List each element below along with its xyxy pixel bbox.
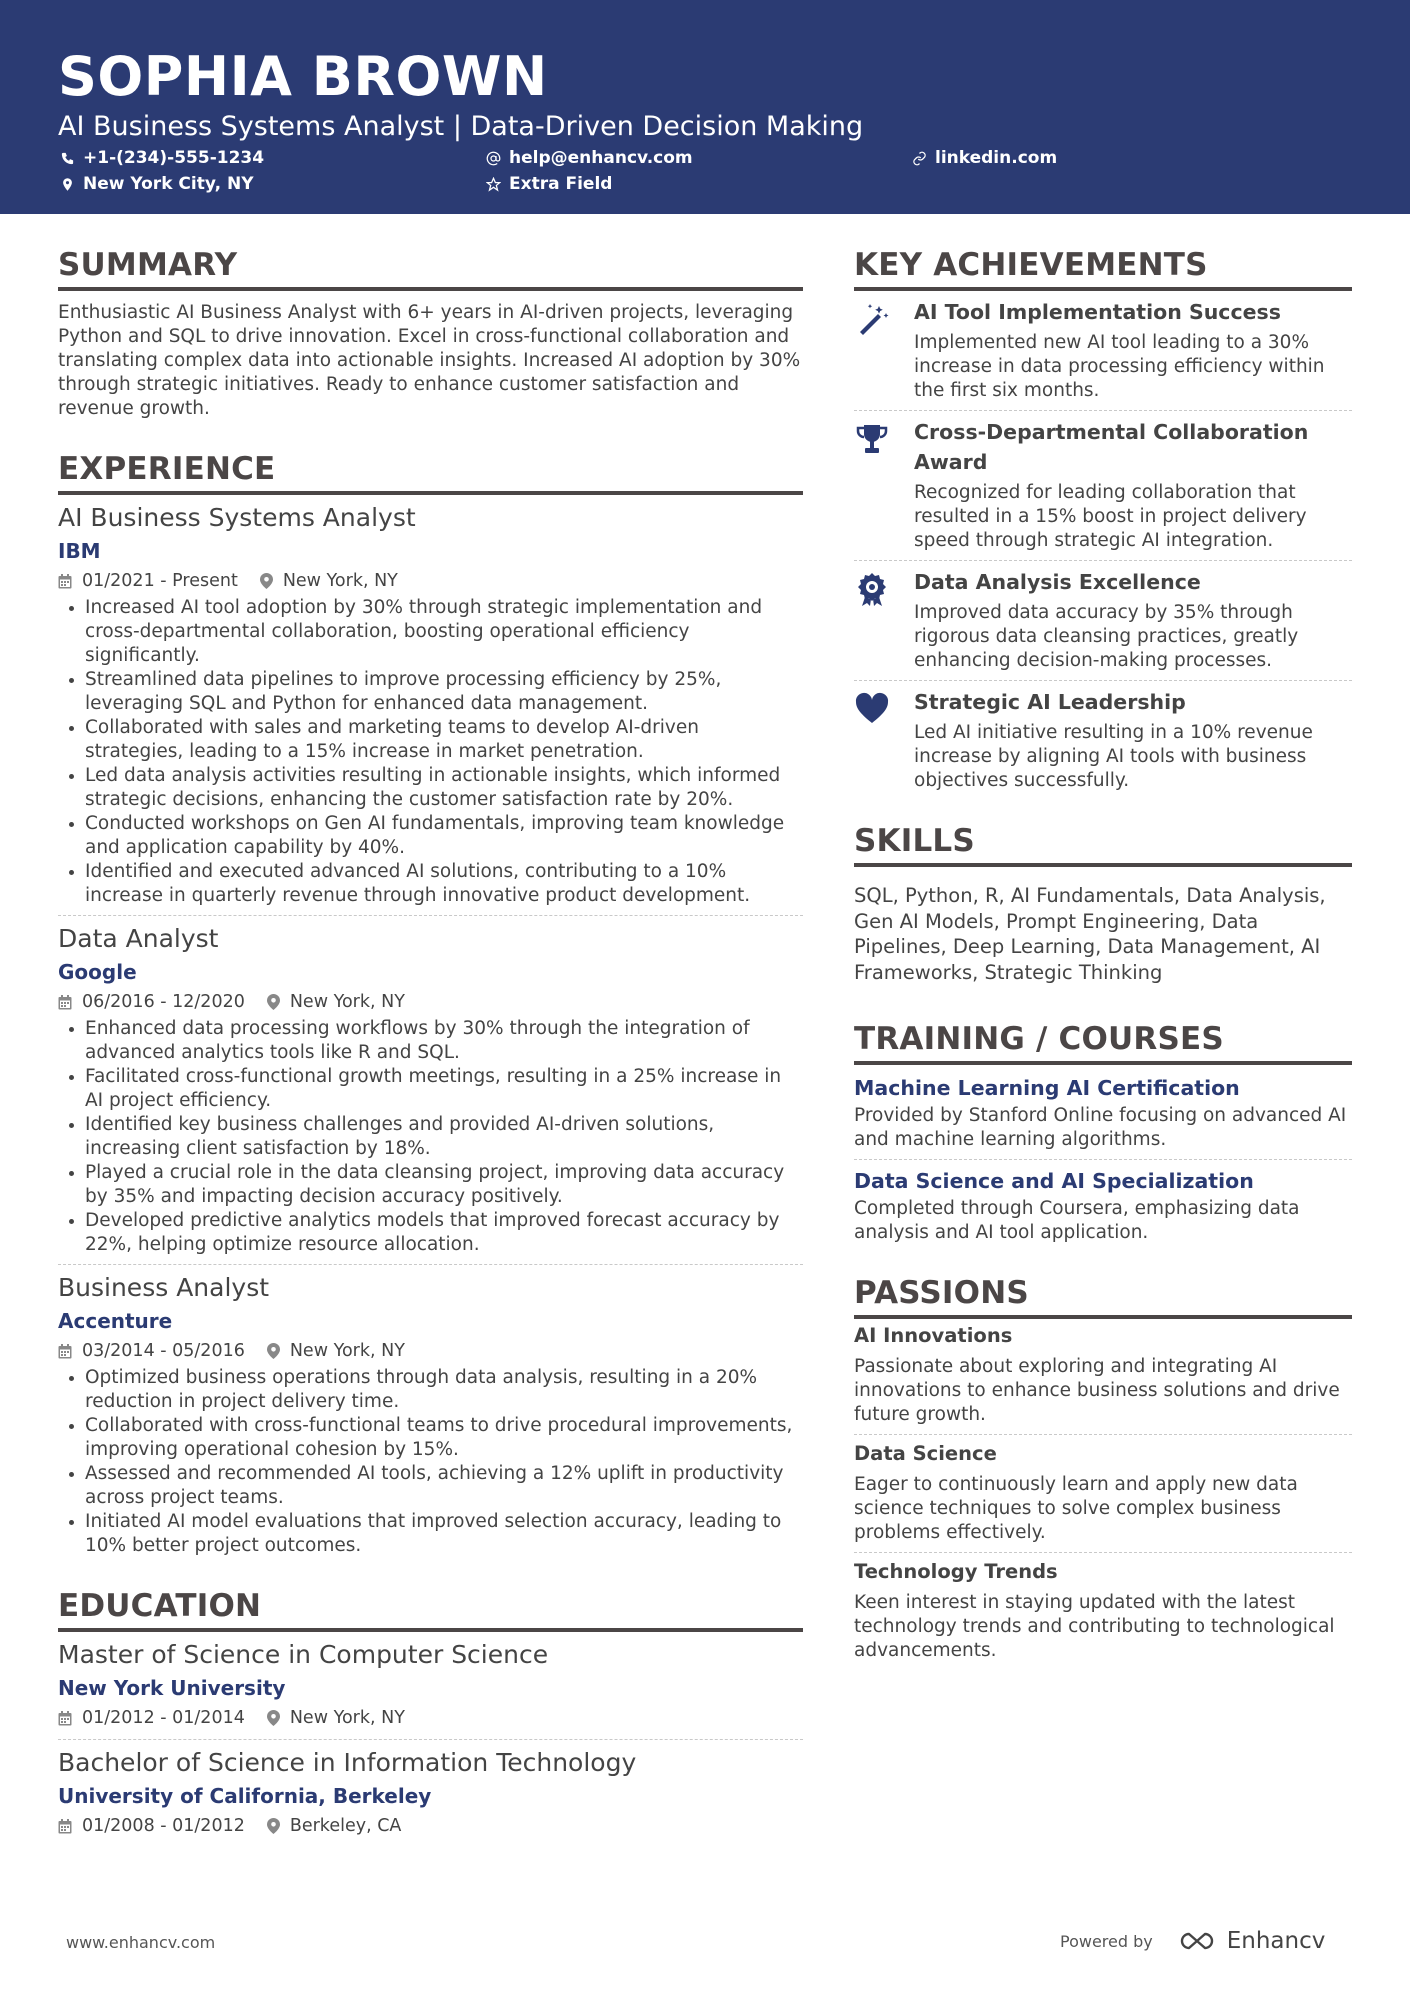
calendar-icon — [58, 1819, 72, 1834]
powered-by-text: Powered by — [1060, 1931, 1153, 1951]
job-company: Google — [58, 960, 137, 984]
link-icon — [912, 151, 927, 166]
map-pin-icon — [267, 1710, 280, 1726]
email-text: help@enhancv.com — [509, 148, 693, 168]
job-company: IBM — [58, 539, 101, 563]
entry-divider — [854, 1552, 1352, 1553]
school-name: New York University — [58, 1676, 286, 1700]
candidate-name: SOPHIA BROWN — [58, 45, 548, 108]
achievement-desc: Improved data accuracy by 35% through rigorous data cleansing practices, greatly enhancing decision-making processes. — [914, 602, 1299, 671]
job-bullets — [58, 1366, 803, 1558]
section-title: SKILLS — [854, 823, 975, 859]
degree-title: Bachelor of Science in Information Technology — [58, 1748, 637, 1777]
achievement-desc: Led AI initiative resulting in a 10% revenue increase by aligning AI tools with business objectives successfully. — [914, 722, 1313, 791]
magic-wand-icon — [854, 297, 914, 403]
education-meta — [58, 1704, 803, 1732]
job-dates: 01/2021 - Present — [82, 571, 238, 591]
job-meta — [58, 567, 803, 595]
job-meta — [58, 988, 803, 1016]
bullet-item: Identified key business challenges and provided AI-driven solutions, increasing client satisfaction by 18%. — [58, 1113, 803, 1161]
summary-section — [58, 245, 803, 421]
resume-header — [0, 0, 1410, 214]
section-title: SUMMARY — [58, 247, 238, 283]
achievement-title: Strategic AI Leadership — [914, 690, 1186, 714]
footer-branding — [1060, 1928, 1325, 1954]
section-divider — [58, 287, 803, 291]
course-desc: Provided by Stanford Online focusing on advanced AI and machine learning algorithms. — [854, 1105, 1347, 1150]
bullet-item: Developed predictive analytics models that improved forecast accuracy by 22%, helping optimize resource allocation. — [58, 1209, 803, 1257]
award-badge-icon — [854, 567, 914, 673]
contact-location — [60, 172, 254, 196]
map-pin-icon — [260, 573, 273, 589]
entry-divider — [854, 1434, 1352, 1435]
bullet-item: Enhanced data processing workflows by 30% through the integration of advanced analytics tools like R and SQL. — [58, 1017, 803, 1065]
brand-name: Enhancv — [1226, 1928, 1326, 1954]
degree-title: Master of Science in Computer Science — [58, 1640, 549, 1669]
education-location: New York, NY — [289, 1708, 405, 1728]
section-title: EXPERIENCE — [58, 451, 276, 487]
job-role: Data Analyst — [58, 924, 219, 953]
section-divider — [58, 491, 803, 495]
bullet-item: Facilitated cross-functional growth meetings, resulting in a 25% increase in AI project efficiency. — [58, 1065, 803, 1113]
job-company: Accenture — [58, 1309, 173, 1333]
job-bullets — [58, 596, 803, 908]
skills-text: SQL, Python, R, AI Fundamentals, Data Analysis, Gen AI Models, Prompt Engineering, Data Pipelines, Deep Learning, Data Management, AI Frameworks, Strategic Thinking — [854, 884, 1326, 984]
job-location: New York, NY — [289, 1341, 405, 1361]
map-pin-icon — [267, 1343, 280, 1359]
passion-title: AI Innovations — [854, 1324, 1013, 1347]
school-name: University of California, Berkeley — [58, 1784, 432, 1808]
training-section — [854, 1019, 1352, 1245]
section-title: EDUCATION — [58, 1588, 262, 1624]
job-meta — [58, 1337, 803, 1365]
enhancv-logo-icon — [1175, 1930, 1219, 1952]
job-location: New York, NY — [289, 992, 405, 1012]
calendar-icon — [58, 1344, 72, 1359]
achievement-title: Cross-Departmental Collaboration Award — [914, 420, 1309, 474]
job-role: Business Analyst — [58, 1273, 270, 1302]
right-column — [854, 245, 1352, 1663]
extra-text: Extra Field — [509, 174, 613, 194]
passion-desc: Eager to continuously learn and apply new data science techniques to solve complex business problems effectively. — [854, 1474, 1298, 1543]
bullet-item: Collaborated with sales and marketing teams to develop AI-driven strategies, leading to a 15% increase in market penetration. — [58, 716, 803, 764]
course-desc: Completed through Coursera, emphasizing data analysis and AI tool application. — [854, 1198, 1300, 1243]
bullet-item: Assessed and recommended AI tools, achieving a 12% uplift in productivity across project teams. — [58, 1462, 803, 1510]
entry-divider — [58, 915, 803, 916]
bullet-item: Collaborated with cross-functional teams to drive procedural improvements, improving operational cohesion by 15%. — [58, 1414, 803, 1462]
passion-desc: Passionate about exploring and integrating AI innovations to enhance business solutions and drive future growth. — [854, 1356, 1340, 1425]
passion-title: Data Science — [854, 1442, 997, 1465]
section-divider — [854, 863, 1352, 867]
education-entry — [58, 1638, 803, 1732]
map-pin-icon — [60, 177, 75, 192]
section-divider — [854, 287, 1352, 291]
achievements-section — [854, 245, 1352, 793]
achievement-item — [854, 417, 1352, 553]
calendar-icon — [58, 574, 72, 589]
passion-item — [854, 1323, 1352, 1427]
heart-icon — [854, 687, 914, 793]
skills-section — [854, 821, 1352, 985]
bullet-item: Optimized business operations through data analysis, resulting in a 20% reduction in project delivery time. — [58, 1366, 803, 1414]
experience-section — [58, 449, 803, 1558]
passion-title: Technology Trends — [854, 1560, 1058, 1583]
linkedin-text: linkedin.com — [935, 148, 1058, 168]
entry-divider — [854, 560, 1352, 561]
enhancv-logo[interactable] — [1175, 1928, 1326, 1954]
job-dates: 03/2014 - 05/2016 — [82, 1341, 245, 1361]
passion-desc: Keen interest in staying updated with the latest technology trends and contributing to technological advancements. — [854, 1592, 1335, 1661]
contact-phone[interactable] — [60, 146, 264, 170]
footer-website[interactable]: www.enhancv.com — [66, 1933, 216, 1952]
bullet-item: Streamlined data pipelines to improve processing efficiency by 25%, leveraging SQL and Python for enhanced data management. — [58, 668, 803, 716]
achievement-title: Data Analysis Excellence — [914, 570, 1201, 594]
left-column — [58, 245, 803, 1840]
map-pin-icon — [267, 1818, 280, 1834]
calendar-icon — [58, 1711, 72, 1726]
contact-linkedin[interactable] — [912, 146, 1057, 170]
bullet-item: Increased AI tool adoption by 30% through strategic implementation and cross-departmental collaboration, boosting operational efficiency significantly. — [58, 596, 803, 668]
job-entry — [58, 922, 803, 1257]
entry-divider — [854, 410, 1352, 411]
achievement-desc: Implemented new AI tool leading to a 30% increase in data processing efficiency within the first six months. — [914, 332, 1325, 401]
star-icon — [486, 177, 501, 192]
education-section — [58, 1586, 803, 1840]
job-location: New York, NY — [282, 571, 398, 591]
location-text: New York City, NY — [83, 174, 254, 194]
job-entry — [58, 501, 803, 908]
achievement-title: AI Tool Implementation Success — [914, 300, 1281, 324]
job-dates: 06/2016 - 12/2020 — [82, 992, 245, 1012]
achievement-item — [854, 567, 1352, 673]
passion-item — [854, 1441, 1352, 1545]
passion-item — [854, 1559, 1352, 1663]
bullet-item: Led data analysis activities resulting in actionable insights, which informed strategic decisions, enhancing the customer satisfaction rate by 20%. — [58, 764, 803, 812]
achievement-item — [854, 687, 1352, 793]
course-item — [854, 1166, 1352, 1245]
trophy-icon — [854, 417, 914, 553]
section-title: KEY ACHIEVEMENTS — [854, 247, 1208, 283]
education-meta — [58, 1812, 803, 1840]
section-title: TRAINING / COURSES — [854, 1021, 1224, 1057]
course-title: Data Science and AI Specialization — [854, 1169, 1254, 1193]
phone-text: +1-(234)-555-1234 — [83, 148, 265, 168]
course-item — [854, 1073, 1352, 1152]
summary-text: Enthusiastic AI Business Analyst with 6+ years in AI-driven projects, leveraging Python and SQL to drive innovation. Excel in cross-functional collaboration and translating complex data into actionable insights. Increased AI adoption by 30% through strategic initiatives. Ready to enhance customer satisfaction and revenue growth. — [58, 302, 801, 419]
achievement-item — [854, 297, 1352, 403]
entry-divider — [58, 1264, 803, 1265]
phone-icon — [60, 151, 75, 166]
entry-divider — [854, 680, 1352, 681]
bullet-item: Played a crucial role in the data cleansing project, improving data accuracy by 35% and impacting decision accuracy positively. — [58, 1161, 803, 1209]
education-location: Berkeley, CA — [289, 1816, 402, 1836]
at-icon — [486, 151, 501, 166]
entry-divider — [58, 1739, 803, 1740]
contact-email[interactable] — [486, 146, 693, 170]
job-bullets — [58, 1017, 803, 1257]
section-divider — [854, 1315, 1352, 1319]
section-title: PASSIONS — [854, 1275, 1029, 1311]
passions-section — [854, 1273, 1352, 1663]
contact-extra — [486, 172, 612, 196]
course-title: Machine Learning AI Certification — [854, 1076, 1240, 1100]
achievement-desc: Recognized for leading collaboration that resulted in a 15% boost in project delivery speed through strategic AI integration. — [914, 482, 1307, 551]
bullet-item: Identified and executed advanced AI solutions, contributing to a 10% increase in quarterly revenue through innovative product development. — [58, 860, 803, 908]
education-entry — [58, 1746, 803, 1840]
job-role: AI Business Systems Analyst — [58, 503, 416, 532]
bullet-item: Initiated AI model evaluations that improved selection accuracy, leading to 10% better project outcomes. — [58, 1510, 803, 1558]
section-divider — [58, 1628, 803, 1632]
bullet-item: Conducted workshops on Gen AI fundamentals, improving team knowledge and application capability by 40%. — [58, 812, 803, 860]
section-divider — [854, 1061, 1352, 1065]
map-pin-icon — [267, 994, 280, 1010]
calendar-icon — [58, 995, 72, 1010]
education-dates: 01/2008 - 01/2012 — [82, 1816, 245, 1836]
candidate-headline: AI Business Systems Analyst | Data-Driven Decision Making — [58, 111, 864, 142]
job-entry — [58, 1271, 803, 1558]
entry-divider — [854, 1159, 1352, 1160]
education-dates: 01/2012 - 01/2014 — [82, 1708, 245, 1728]
